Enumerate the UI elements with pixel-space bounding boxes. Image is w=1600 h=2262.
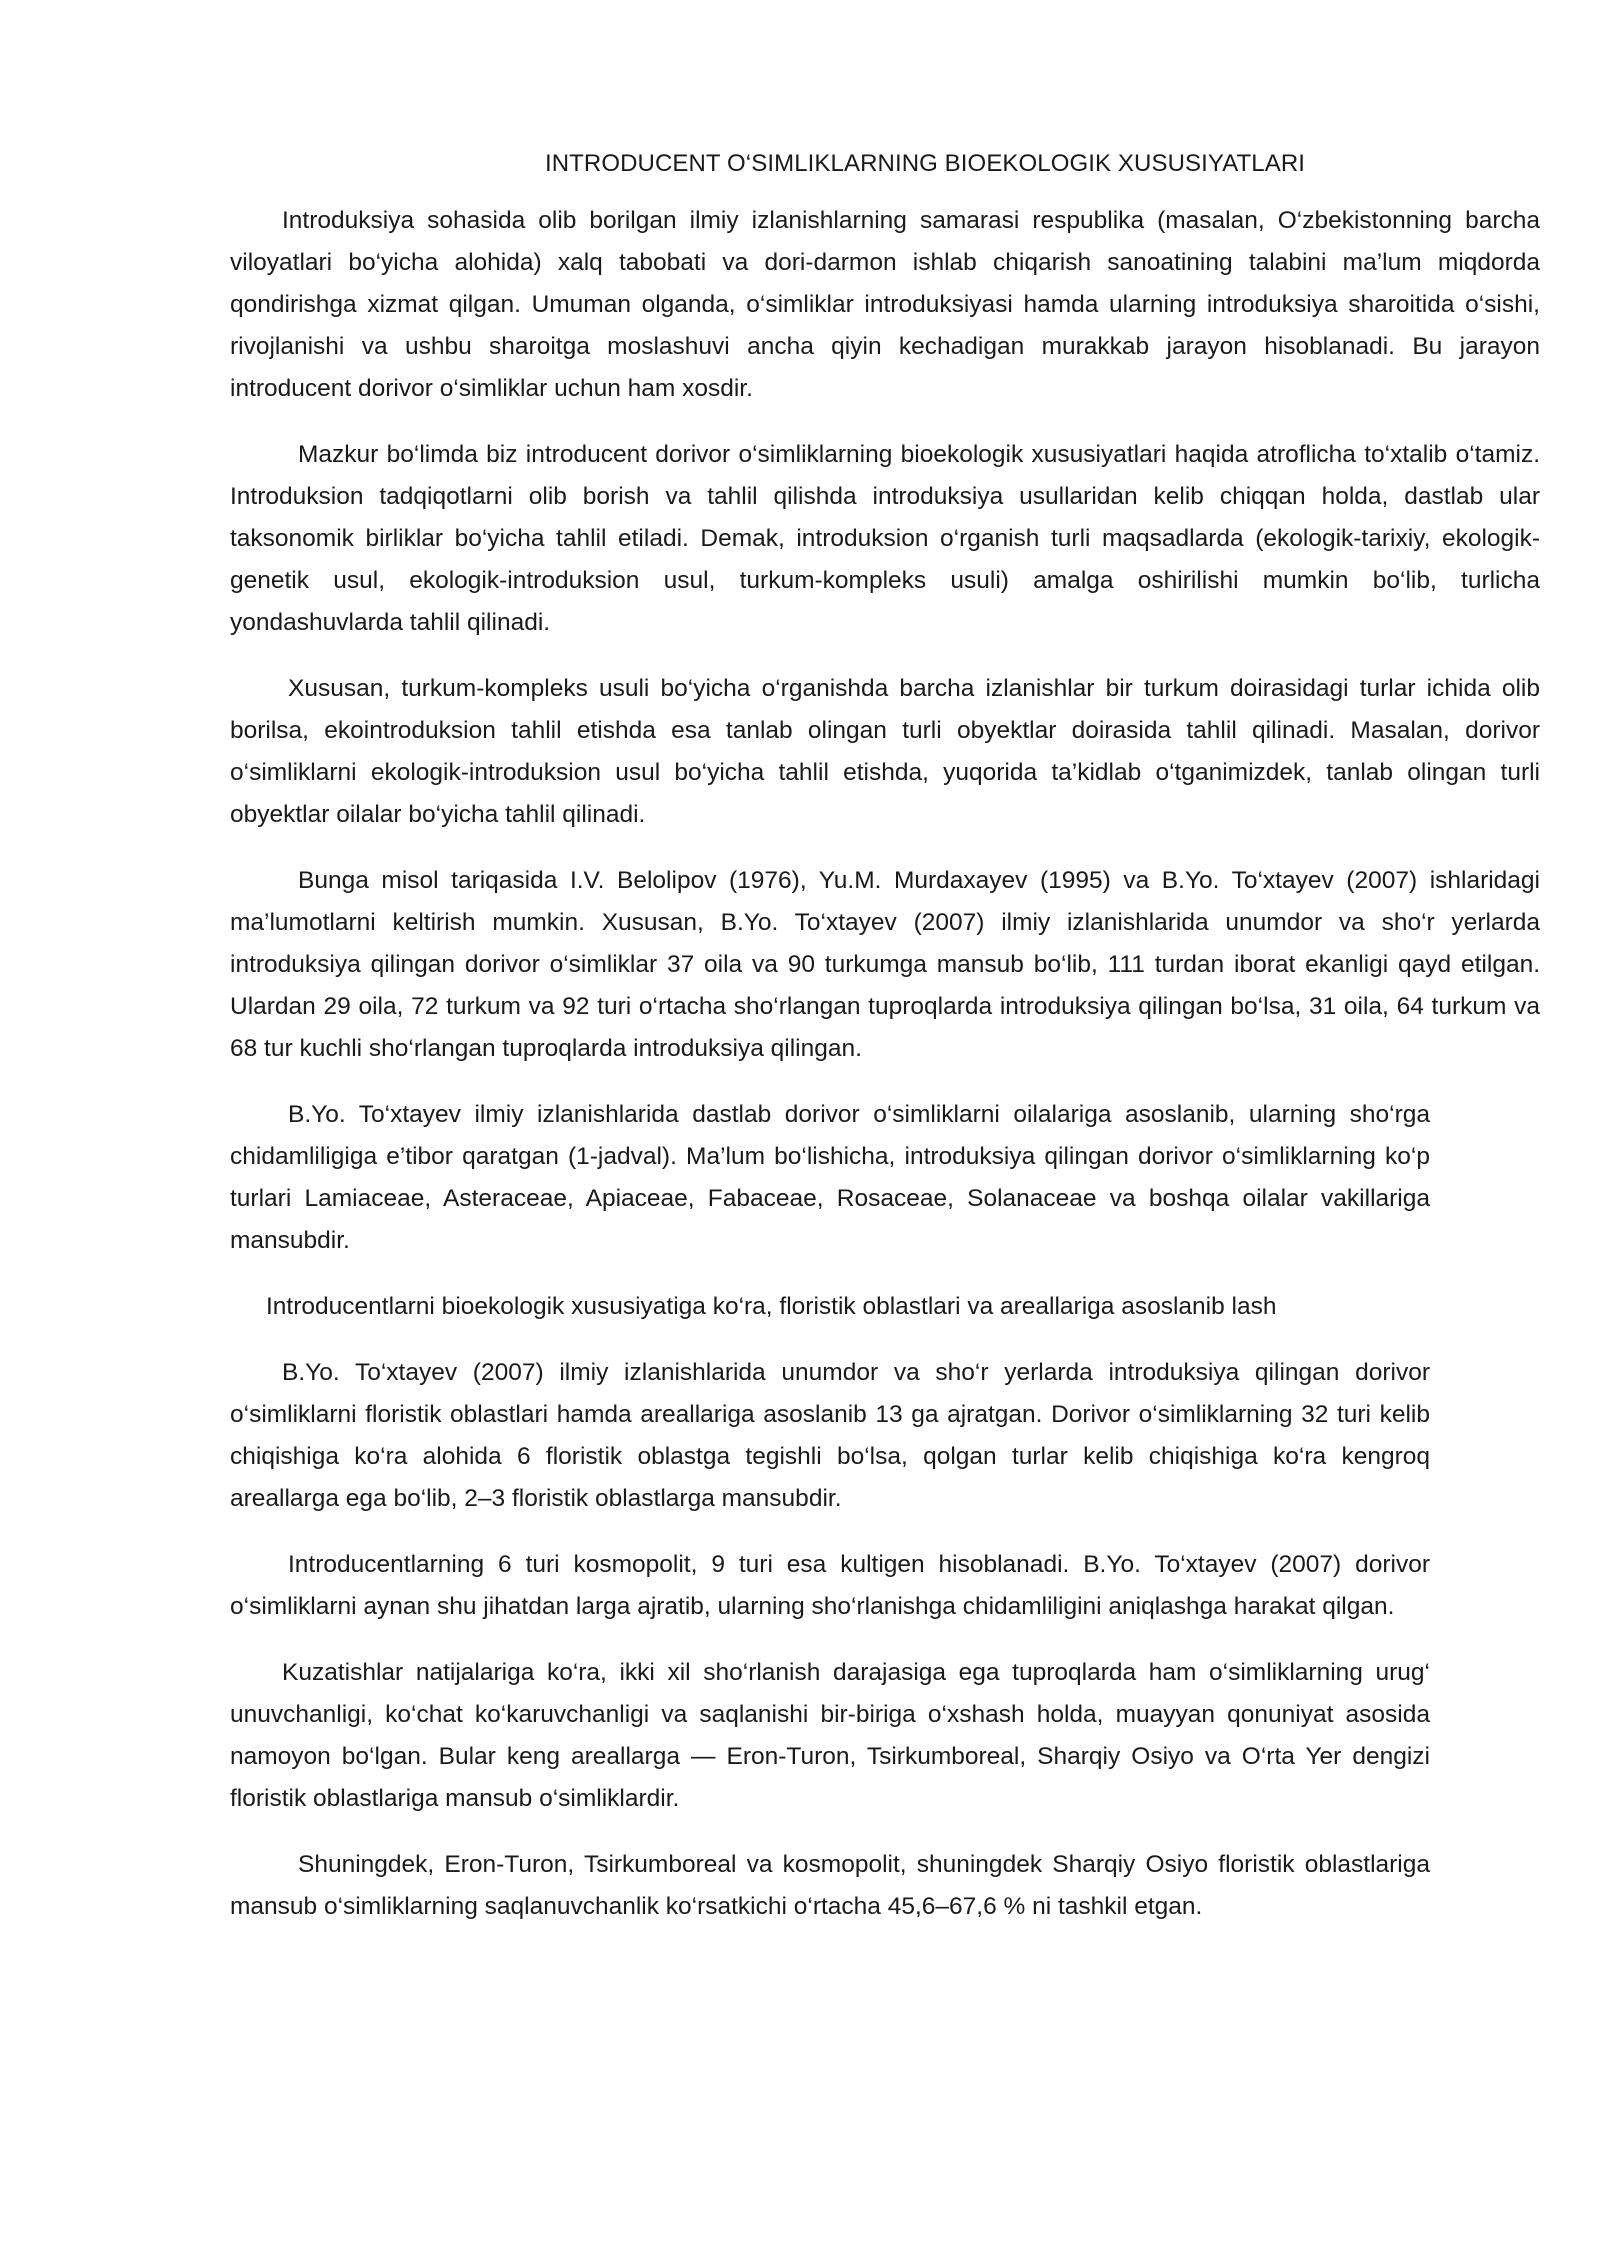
paragraph-8: Kuzatishlar natijalariga ko‘ra, ikki xil sho‘rlanish darajasiga ega tuproqlarda ham o‘simliklarning urug‘ unuvchanligi, ko‘chat ko‘karuvchanligi va saqlanishi bir-biriga o‘xshash holda, muayyan qonuniyat asosida namoyon bo‘lgan. Bular keng areallarga — Eron-Turon, Tsirkumboreal, Sharqiy Osiyo va O‘rta Yer dengizi floristik oblastlariga mansub o‘simliklardir. [230, 1659, 1430, 1812]
paragraph-4: Bunga misol tariqasida I.V. Belolipov (1976), Yu.M. Murdaxayev (1995) va B.Yo. To‘xtayev (2007) ishlaridagi ma’lumotlarni keltirish mumkin. Xususan, B.Yo. To‘xtayev (2007) ilmiy izlanishlarida unumdor va sho‘r yerlarda introduksiya qilingan dorivor o‘simliklar 37 oila va 90 turkumga mansub bo‘lib, 111 turdan iborat ekanligi qayd etilgan. Ulardan 29 oila, 72 turkum va 92 turi o‘rtacha sho‘rlangan tuproqlarda introduksiya qilingan bo‘lsa, 31 oila, 64 turkum va 68 tur kuchli sho‘rlangan tuproqlarda introduksiya qilingan. [230, 867, 1540, 1062]
document-title: INTRODUCENT O‘SIMLIKLARNING BIOEKOLOGIK XUSUSIYATLARI [544, 150, 1306, 177]
paragraph-3: Xususan, turkum-kompleks usuli bo‘yicha o‘rganishda barcha izlanishlar bir turkum doirasidagi turlar ichida olib borilsa, ekointroduksion tahlil etishda esa tanlab olingan turli obyektlar doirasida tahlil qilinadi. Masalan, dorivor o‘simliklarni ekologik-introduksion usul bo‘yicha tahlil etishda, yuqorida ta’kidlab o‘tganimizdek, tanlab olingan turli obyektlar oilalar bo‘yicha tahlil qilinadi. [230, 675, 1540, 828]
paragraph-7: Introducentlarning 6 turi kosmopolit, 9 turi esa kultigen hisoblanadi. B.Yo. To‘xtayev (2007) dorivor o‘simliklarni aynan shu jihatdan larga ajratib, ularning sho‘rlanishga chidamliligini aniqlashga harakat qilgan. [230, 1551, 1430, 1620]
paragraph-2: Mazkur bo‘limda biz introducent dorivor o‘simliklarning bioekologik xususiyatlari haqida atroflicha to‘xtalib o‘tamiz. Introduksion tadqiqotlarni olib borish va tahlil qilishda introduksiya usullaridan kelib chiqqan holda, dastlab ular taksonomik birliklar bo‘yicha tahlil etiladi. Demak, introduksion o‘rganish turli maqsadlarda (ekologik-tarixiy, ekologik-genetik usul, ekologik-introduksion usul, turkum-kompleks usuli) amalga oshirilishi mumkin bo‘lib, turlicha yondashuvlarda tahlil qilinadi. [230, 441, 1540, 636]
paragraph-5: B.Yo. To‘xtayev ilmiy izlanishlarida dastlab dorivor o‘simliklarni oilalariga asoslanib, ularning sho‘rga chidamliligiga e’tibor qaratgan (1-jadval). Ma’lum bo‘lishicha, introduksiya qilingan dorivor o‘simliklarning ko‘p turlari Lamiaceae, Asteraceae, Apiaceae, Fabaceae, Rosaceae, Solanaceae va boshqa oilalar vakillariga mansubdir. [230, 1101, 1430, 1254]
document-page [230, 150, 1540, 1952]
paragraph-9: Shuningdek, Eron-Turon, Tsirkumboreal va kosmopolit, shuningdek Sharqiy Osiyo floristik oblastlariga mansub o‘simliklarning saqlanuvchanlik ko‘rsatkichi o‘rtacha 45,6–67,6 % ni tashkil etgan. [230, 1851, 1430, 1920]
paragraph-1: Introduksiya sohasida olib borilgan ilmiy izlanishlarning samarasi respublika (masalan, O‘zbekistonning barcha viloyatlari bo‘yicha alohida) xalq tabobati va dori-darmon ishlab chiqarish sanoatining talabini ma’lum miqdorda qondirishga xizmat qilgan. Umuman olganda, o‘simliklar introduksiyasi hamda ularning introduksiya sharoitida o‘sishi, rivojlanishi va ushbu sharoitga moslashuvi ancha qiyin kechadigan murakkab jarayon hisoblanadi. Bu jarayon introducent dorivor o‘simliklar uchun ham xosdir. [230, 207, 1540, 402]
section-heading: Introducentlarni bioekologik xususiyatiga ko‘ra, floristik oblastlari va areallariga asoslanib lash [266, 1293, 1277, 1320]
paragraph-6: B.Yo. To‘xtayev (2007) ilmiy izlanishlarida unumdor va sho‘r yerlarda introduksiya qilingan dorivor o‘simliklarni floristik oblastlari hamda areallariga asoslanib 13 ga ajratgan. Dorivor o‘simliklarning 32 turi kelib chiqishiga ko‘ra alohida 6 floristik oblastga tegishli bo‘lsa, qolgan turlar kelib chiqishiga ko‘ra kengroq areallarga ega bo‘lib, 2–3 floristik oblastlarga mansubdir. [230, 1359, 1430, 1512]
